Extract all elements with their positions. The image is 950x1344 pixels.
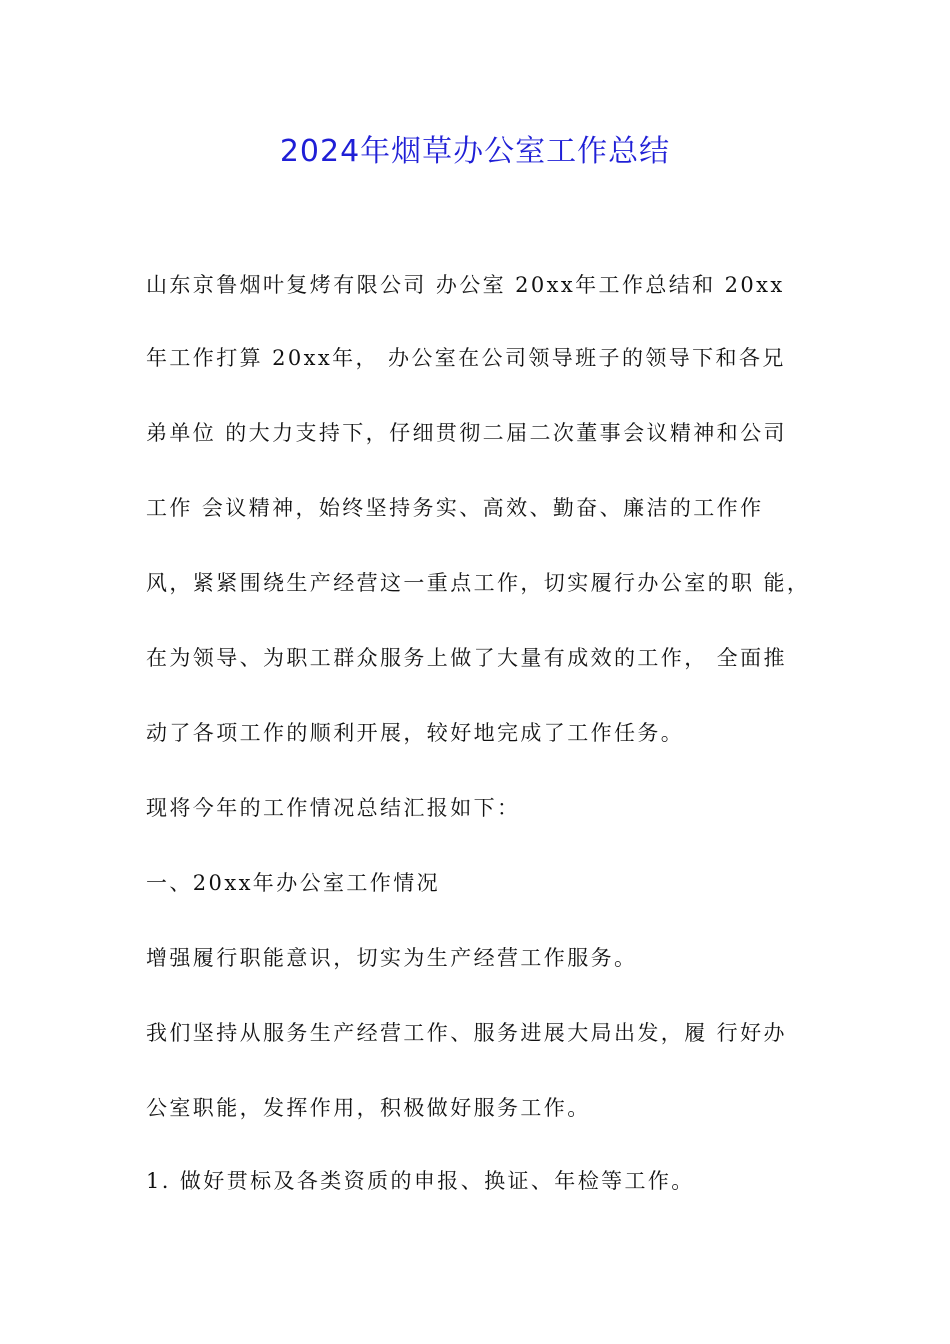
paragraph-line: 我们坚持从服务生产经营工作、服务进展大局出发，履 行好办	[146, 1021, 787, 1045]
paragraph-line: 增强履行职能意识，切实为生产经营工作服务。	[146, 946, 638, 970]
section-heading: 一、20xx年办公室工作情况	[146, 871, 441, 895]
paragraph-line: 动了各项工作的顺利开展，较好地完成了工作任务。	[146, 721, 685, 745]
paragraph-line: 弟单位 的大力支持下，仔细贯彻二届二次董事会议精神和公司	[146, 421, 787, 445]
paragraph-line: 年工作打算 20xx年， 办公室在公司领导班子的领导下和各兄	[146, 346, 786, 370]
paragraph-line: 工作 会议精神，始终坚持务实、高效、勤奋、廉洁的工作作	[146, 496, 764, 520]
document-title: 2024年烟草办公室工作总结	[279, 134, 671, 169]
paragraph-line: 在为领导、为职工群众服务上做了大量有成效的工作， 全面推	[146, 646, 787, 670]
paragraph-line: 公室职能，发挥作用，积极做好服务工作。	[146, 1096, 591, 1120]
list-item: 1. 做好贯标及各类资质的申报、换证、年检等工作。	[146, 1169, 695, 1193]
paragraph-line: 现将今年的工作情况总结汇报如下：	[146, 796, 521, 820]
paragraph-line: 风，紧紧围绕生产经营这一重点工作，切实履行办公室的职 能，	[146, 571, 811, 595]
paragraph-line: 山东京鲁烟叶复烤有限公司 办公室 20xx年工作总结和 20xx	[146, 273, 785, 297]
